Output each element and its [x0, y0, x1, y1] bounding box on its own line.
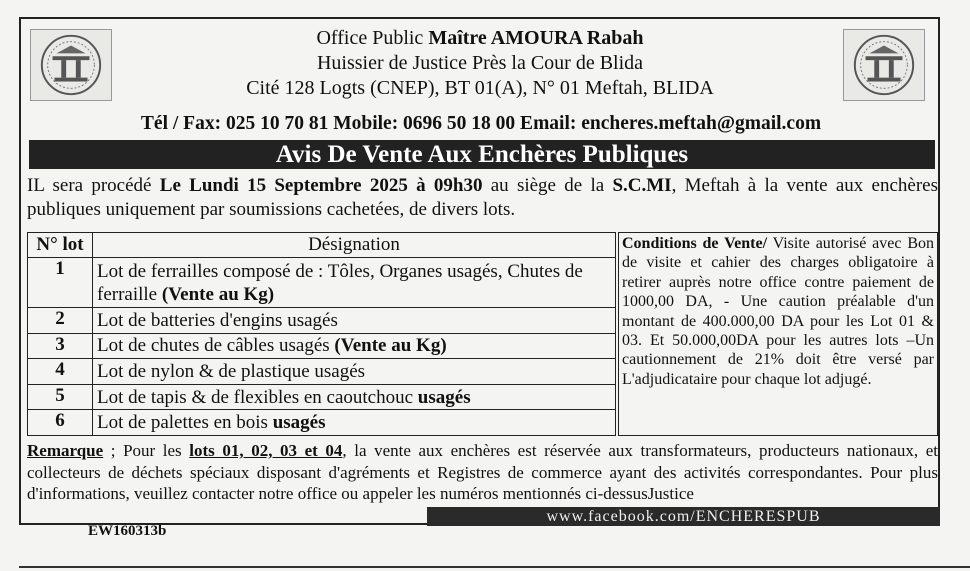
remark-paragraph: Remarque ; Pour les lots 01, 02, 03 et 04, la vente aux enchères est réservée aux transformateurs, producteurs nationaux, et collecteurs de déchets spéciaux disposant d'agréments et Registres de commerce ayant des activités correspondantes. Pour plus d'informations, veuillez contacter notre office ou appeler les numéros mentionnés ci-dessusJustice: [27, 441, 938, 503]
lot-number: 1: [28, 258, 93, 308]
office-header: [120, 26, 840, 101]
lot-note: (Vente au Kg): [161, 283, 275, 305]
remark-label: Remarque: [27, 441, 104, 460]
lot-number: 3: [28, 333, 93, 359]
lot-designation: Lot de chutes de câbles usagés (Vente au Kg): [93, 333, 616, 359]
lot-designation: Lot de batteries d'engins usagés: [93, 308, 616, 334]
office-address: Cité 128 Logts (CNEP), BT 01(A), N° 01 Meftah, BLIDA: [246, 77, 714, 99]
lot-number: 5: [28, 384, 93, 410]
office-name: Office Public Maître AMOURA Rabah: [316, 27, 644, 49]
lot-note: (Vente au Kg): [334, 335, 447, 357]
table-row: [28, 359, 616, 385]
lots-table: [27, 232, 616, 436]
intro-paragraph: IL sera procédé Le Lundi 15 Septembre 2025 à 09h30 au siège de la S.C.MI, Meftah à la vente aux enchères publiques uniquement par soumissions cachetées, de divers lots.: [27, 175, 938, 220]
bottom-rule: [19, 566, 970, 568]
lot-designation: Lot de tapis & de flexibles en caoutchouc usagés: [93, 384, 616, 410]
auction-place: S.C.MI: [612, 175, 672, 196]
table-row: [28, 384, 616, 410]
lot-designation: Lot de nylon & de plastique usagés: [93, 359, 616, 385]
conditions-text: Visite autorisé avec Bon de visite et cahier des charges obligatoire à retirer auprès notre office contre paiement de 1000,00 DA, - Une caution préalable d'un montant de 400.000,00 DA pour les Lot 01 & 03. Et 50.000,00DA pour les autres lots –Un cautionnement de 21% doit être versé par L'adjudicataire pour chaque lot adjugé.: [622, 235, 934, 388]
lot-designation: Lot de palettes en bois usagés: [93, 410, 616, 436]
lot-number: 2: [28, 308, 93, 334]
col-header-designation: Désignation: [93, 233, 616, 258]
lot-number: 6: [28, 410, 93, 436]
lot-designation: Lot de ferrailles composé de : Tôles, Organes usagés, Chutes de ferraille (Vente au Kg): [93, 258, 616, 308]
conditions-box: [618, 232, 938, 436]
conditions-label: Conditions de Vente/: [622, 235, 768, 252]
facebook-link[interactable]: www.facebook.com/ENCHERESPUB: [427, 507, 940, 526]
auction-date: Le Lundi 15 Septembre 2025 à 09h30: [159, 175, 483, 196]
remark-lots: lots 01, 02, 03 et 04: [189, 441, 343, 460]
table-row: [28, 308, 616, 334]
col-header-num: N° lot: [28, 233, 93, 258]
notice-title: Avis De Vente Aux Enchères Publiques: [29, 140, 935, 169]
table-header-row: [28, 233, 616, 258]
lot-note: usagés: [272, 412, 326, 434]
table-row: [28, 258, 616, 308]
table-row: [28, 410, 616, 436]
table-row: [28, 333, 616, 359]
office-title: Huissier de Justice Près la Cour de Blida: [316, 52, 644, 74]
bailiff-name: Maître AMOURA Rabah: [428, 27, 644, 49]
lot-number: 4: [28, 359, 93, 385]
justice-emblem-icon: [30, 29, 112, 101]
lot-note: usagés: [417, 386, 471, 408]
reference-code: EW160313b: [88, 523, 167, 539]
contact-line: Tél / Fax: 025 10 70 81 Mobile: 0696 50 18 00 Email: encheres.meftah@gmail.com: [140, 113, 822, 134]
justice-emblem-icon: [843, 29, 925, 101]
